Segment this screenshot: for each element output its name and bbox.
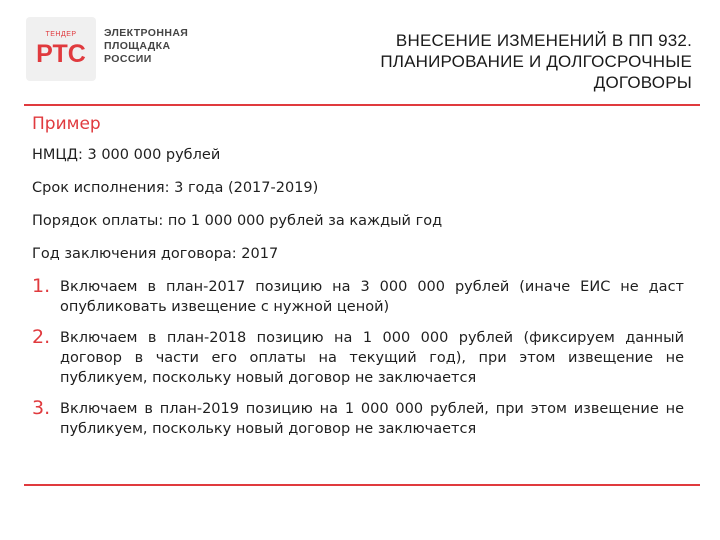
contract-year-line: Год заключения договора: 2017 [32,246,279,262]
term-line: Срок исполнения: 3 года (2017-2019) [32,180,319,196]
bottom-divider [24,484,700,486]
logo-mark: РТС [36,40,86,68]
item-number: 1. [32,275,51,297]
item-text: Включаем в план-2017 позицию на 3 000 000 рублей (иначе ЕИС не даст опубликовать извещение с нужной ценой) [60,279,684,315]
title-line: ПЛАНИРОВАНИЕ И ДОЛГОСРОЧНЫЕ [380,52,692,71]
title-line: ДОГОВОРЫ [593,73,692,92]
title-line: ВНЕСЕНИЕ ИЗМЕНЕНИЙ В ПП 932. [395,31,692,50]
item-text: Включаем в план-2018 позицию на 1 000 000 рублей (фиксируем данный договор в части его оплаты на текущий год), при этом извещение не публикуем, поскольку новый договор не заключается [60,330,684,386]
item-text: Включаем в план-2019 позицию на 1 000 000 рублей, при этом извещение не публикуем, поскольку новый договор не заключается [60,401,684,437]
logo-name-line: ЭЛЕКТРОННАЯ [104,27,189,39]
list-item [32,277,684,317]
logo-name [104,27,214,66]
logo [26,17,96,81]
item-number: 2. [32,326,51,348]
list-item [32,399,684,439]
list-item [32,328,684,388]
slide-content [32,113,692,450]
nmcd-line: НМЦД: 3 000 000 рублей [32,147,221,163]
payment-line: Порядок оплаты: по 1 000 000 рублей за каждый год [32,213,443,229]
item-number: 3. [32,397,51,419]
example-heading: Пример [32,114,101,134]
logo-tender-text: ТЕНДЕР [45,31,77,38]
logo-name-line: РОССИИ [104,53,152,65]
top-divider [24,104,700,106]
slide-title [292,30,692,93]
logo-name-line: ПЛОЩАДКА [104,40,171,52]
